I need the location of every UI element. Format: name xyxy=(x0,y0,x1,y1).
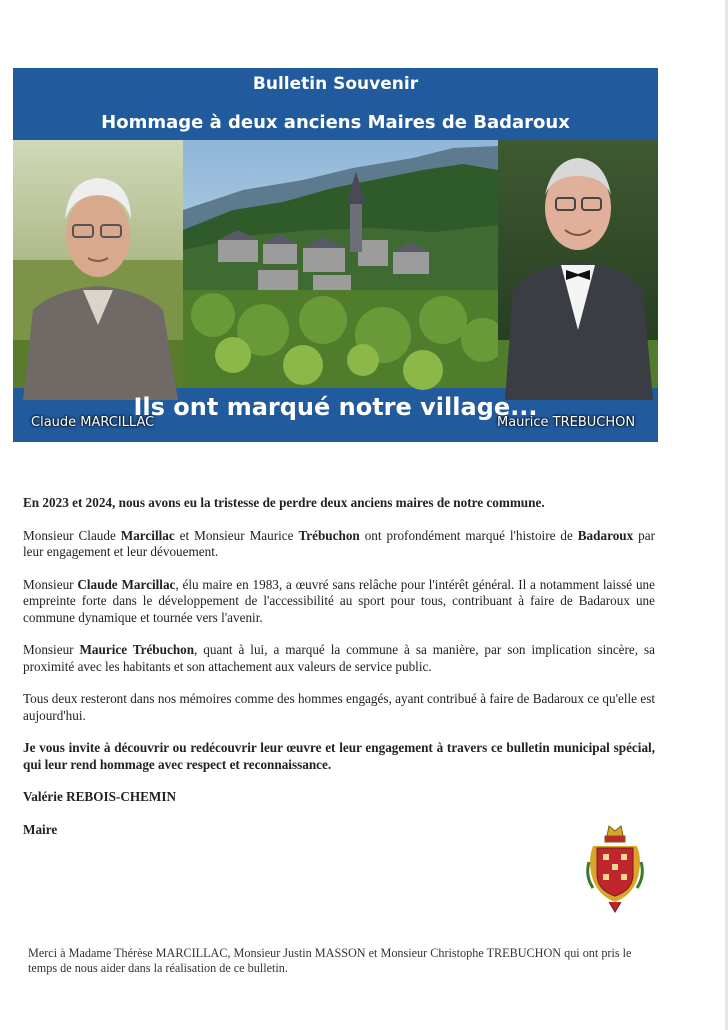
intro-paragraph: En 2023 et 2024, nous avons eu la tristesse de perdre deux anciens maires de notre commune. xyxy=(23,495,545,510)
coat-of-arms-icon xyxy=(585,822,645,914)
village-photo xyxy=(183,140,505,390)
caption-claude-marcillac: Claude MARCILLAC xyxy=(31,415,155,430)
slogan-heading: Ils ont marqué notre village... xyxy=(133,393,538,421)
caption-maurice-trebuchon: Maurice TREBUCHON xyxy=(497,415,636,430)
invite-paragraph: Je vous invite à découvrir ou redécouvrir leur œuvre et leur engagement à travers ce bulletin municipal spécial, qui leur rend hommage avec respect et reconnaissance. xyxy=(23,740,655,772)
paragraph-4: Tous deux resteront dans nos mémoires comme des hommes engagés, ayant contribué à faire de Badaroux ce qu'elle est aujourd'hui. xyxy=(23,691,655,723)
bulletin-title: Bulletin Souvenir xyxy=(252,74,419,94)
paragraph-3: Monsieur Maurice Trébuchon, quant à lui, a marqué la commune à sa manière, par son implication sincère, sa proximité avec les habitants et son attachement aux valeurs de service public. xyxy=(23,642,655,674)
portrait-maurice-trebuchon xyxy=(498,140,658,400)
header-banner xyxy=(13,68,658,442)
bulletin-subtitle: Hommage à deux anciens Maires de Badaroux xyxy=(101,112,570,133)
paragraph-1: Monsieur Claude Marcillac et Monsieur Maurice Trébuchon ont profondément marqué l'histoire de Badaroux par leur engagement et leur dévouement. xyxy=(23,527,656,559)
photo-collage xyxy=(13,140,658,388)
signature-role: Maire xyxy=(23,821,58,837)
paragraph-2: Monsieur Claude Marcillac, élu maire en 1983, a œuvré sans relâche pour l'intérêt général. Il a notamment laissé une empreinte forte dans le développement de l'accessibilité au sport pour tous, contribuant à faire de Badaroux une commune dynamique et tournée vers l'avenir. xyxy=(23,576,655,625)
acknowledgement-note: Merci à Madame Thérèse MARCILLAC, Monsieur Justin MASSON et Monsieur Christophe TREBUCHON qui ont pris le temps de nous aider dans la réalisation de ce bulletin. xyxy=(28,946,632,975)
signature-name: Valérie REBOIS-CHEMIN xyxy=(23,789,177,804)
portrait-claude-marcillac xyxy=(13,140,183,400)
letter-body xyxy=(23,495,655,854)
